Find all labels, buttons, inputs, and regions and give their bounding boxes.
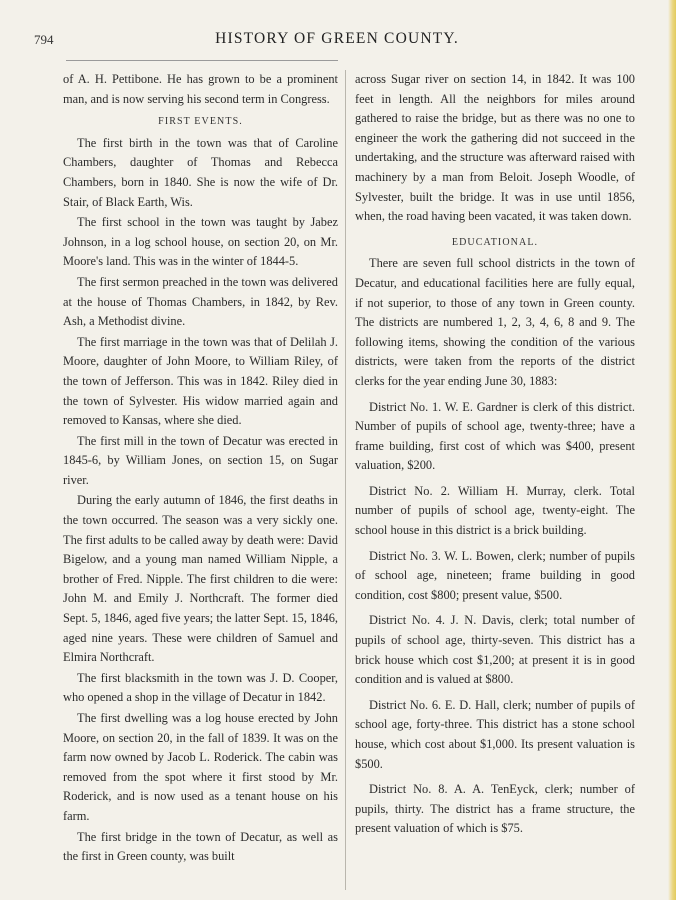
paragraph: The first mill in the town of Decatur was erected in 1845-6, by William Jones, on section 15, on Sugar river. (63, 433, 338, 487)
paragraph: of A. H. Pettibone. He has grown to be a prominent man, and is now serving his second term in Congress. (63, 72, 338, 106)
paragraph: District No. 6. E. D. Hall, clerk; number of pupils of school age, forty-three. This district has a stone school house, which cost about $1,000. Its present valuation is $500. (355, 697, 635, 771)
paragraph: District No. 1. W. E. Gardner is clerk of this district. Number of pupils of school age, twenty-three; have a frame building, first cost of which was $400, present valuation, $200. (355, 399, 635, 473)
paragraph: The first bridge in the town of Decatur, as well as the first in Green county, was built (63, 829, 338, 864)
left-column (63, 70, 338, 868)
paragraph: During the early autumn of 1846, the first deaths in the town occurred. The season was a very sickly one. The first adults to be called away by death were: David Bigelow, and a young man named William Nipple, a brother of Fred. Nipple. The first children to die were: John M. and Emily J. Northcraft. The former died Sept. 5, 1846, aged five years; the latter Sept. 15, 1846, aged nine years. These were children of Samuel and Elmira Northcraft. (63, 493, 338, 665)
section-heading-educational: EDUCATIONAL. (451, 236, 539, 248)
right-column (355, 70, 635, 840)
paragraph: District No. 2. William H. Murray, clerk. Total number of pupils of school age, twenty-eight. The school house in this district is a brick building. (355, 483, 635, 538)
paragraph: There are seven full school districts in the town of Decatur, and educational facilities here are fully equal, if not superior, to those of any town in Green county. The districts are numbered 1, 2, 3, 4, 6, 8 and 9. The following items, showing the condition of the various districts, were taken from the reports of the district clerks for the year ending June 30, 1883: (355, 256, 635, 388)
section-heading-first-events: FIRST EVENTS. (158, 116, 243, 128)
paragraph: District No. 8. A. A. TenEyck, clerk; number of pupils, thirty. The district has a frame structure, the present valuation of which is $75. (355, 782, 635, 836)
top-rule (66, 60, 338, 61)
page-header (34, 30, 640, 54)
paragraph: District No. 3. W. L. Bowen, clerk; number of pupils of school age, nineteen; frame building in good condition, cost $800; present value, $500. (355, 548, 635, 602)
page-edge (668, 0, 676, 900)
page-number: 794 (34, 32, 54, 47)
paragraph: across Sugar river on section 14, in 1842. It was 100 feet in length. All the neighbors for miles around gathered to raise the bridge, but as there was no one to engineer the work the gathering did not succeed in the undertaking, and the structure was afterward raised with machinery by a man from Beloit. Joseph Woodle, of Sylvester, built the bridge. It was in use until 1856, when, the road having been vacated, it was taken down. (355, 72, 635, 224)
paragraph: The first sermon preached in the town was delivered at the house of Thomas Chambers, in 1842, by Rev. Ash, a Methodist divine. (63, 274, 338, 329)
paragraph: The first school in the town was taught by Jabez Johnson, in a log school house, on section 20, on Mr. Moore's land. This was in the winter of 1844-5. (63, 215, 338, 269)
paragraph: The first marriage in the town was that of Delilah J. Moore, daughter of John Moore, to William Riley, of the town of Jefferson. This was in 1842. Riley died in the town of Sylvester. His widow married again and removed to Kansas, where she died. (63, 334, 338, 428)
column-divider (345, 70, 346, 890)
paragraph: The first birth in the town was that of Caroline Chambers, daughter of Thomas and Rebecca Chambers, born in 1840. She is now the wife of Dr. Stair, of Black Earth, Wis. (63, 135, 338, 209)
paragraph: The first dwelling was a log house erected by John Moore, on section 20, in the fall of 1839. It was on the farm now owned by Jacob L. Roderick. The cabin was removed from the spot where it first stood by Mr. Roderick, and is now used as a tenant house on his farm. (63, 711, 338, 823)
paragraph: The first blacksmith in the town was J. D. Cooper, who opened a shop in the village of Decatur in 1842. (63, 670, 338, 705)
running-head-title: HISTORY OF GREEN COUNTY. (215, 30, 459, 47)
paragraph: District No. 4. J. N. Davis, clerk; total number of pupils of school age, thirty-seven. This district has a brick house which cost $1,200; at present it is in good condition and is valued at $800. (355, 613, 635, 687)
